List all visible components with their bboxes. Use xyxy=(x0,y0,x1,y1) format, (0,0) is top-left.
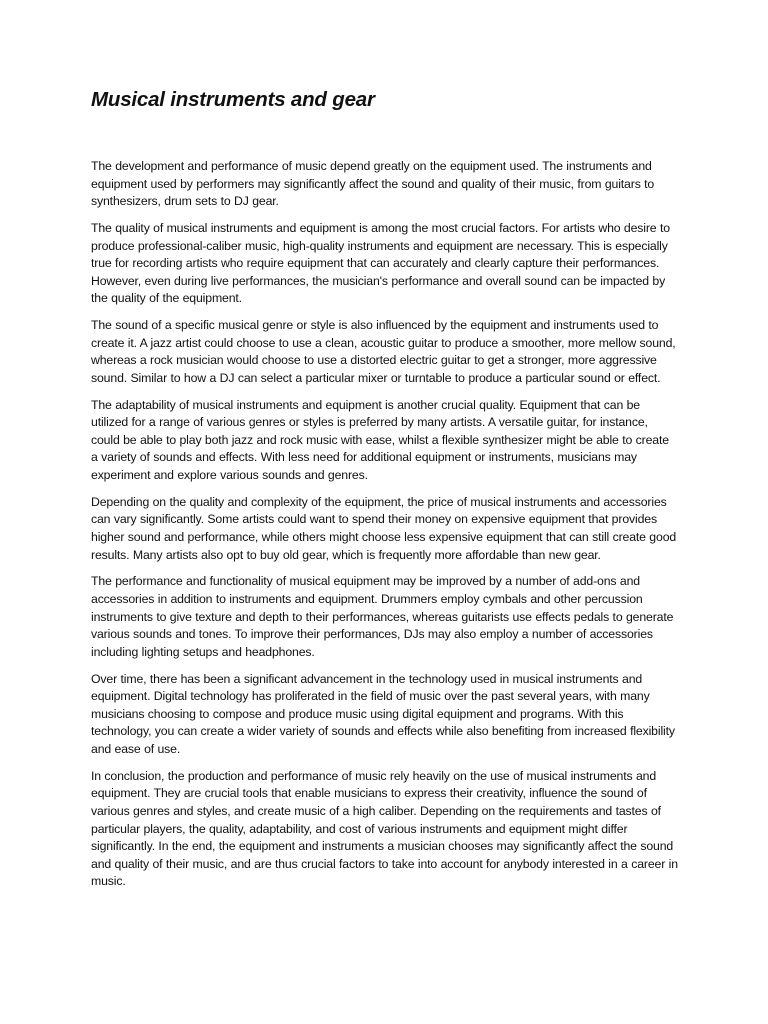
paragraph-intro: The development and performance of music depend greatly on the equipment used. The instruments and equipment used by performers may significantly affect the sound and quality of their music, from guitars to synthesizers, drum sets to DJ gear. xyxy=(91,159,655,209)
document-page xyxy=(91,86,679,900)
paragraph-conclusion: In conclusion, the production and performance of music rely heavily on the use of musical instruments and equipment. They are crucial tools that enable musicians to express their creativity, influence the sound of various genres and styles, and create music of a high caliber. Depending on the requirements and tastes of particular players, the quality, adaptability, and cost of various instruments and equipment might differ significantly. In the end, the equipment and instruments a musician chooses may significantly affect the sound and quality of their music, and are thus crucial factors to take into account for anybody interested in a career in music. xyxy=(91,768,678,889)
paragraph-price: Depending on the quality and complexity of the equipment, the price of musical instruments and accessories can vary significantly. Some artists could want to spend their money on expensive equipment that provides higher sound and performance, while others might choose less expensive equipment that can still create good results. Many artists also opt to buy old gear, which is frequently more affordable than new gear. xyxy=(91,494,677,562)
paragraph-genre-sound: The sound of a specific musical genre or style is also influenced by the equipment and instruments used to create it. A jazz artist could choose to use a clean, acoustic guitar to produce a smoother, more mellow sound, whereas a rock musician would choose to use a distorted electric guitar to get a stronger, more aggressive sound. Similar to how a DJ can select a particular mixer or turntable to produce a particular sound or effect. xyxy=(91,318,676,385)
paragraph-adaptability: The adaptability of musical instruments and equipment is another crucial quality. Equipment that can be utilized for a range of various genres or styles is preferred by many artists. A versatile guitar, for instance, could be able to play both jazz and rock music with ease, whilst a flexible synthesizer might be able to create a variety of sounds and effects. With less need for additional equipment or instruments, musicians may experiment and explore various sounds and genres. xyxy=(91,397,669,483)
paragraph-accessories: The performance and functionality of musical equipment may be improved by a number of add-ons and accessories in addition to instruments and equipment. Drummers employ cymbals and other percussion instruments to give texture and depth to their performances, whereas guitarists use effects pedals to generate various sounds and tones. To improve their performances, DJs may also employ a number of accessories including lighting setups and headphones. xyxy=(91,574,674,659)
paragraph-technology: Over time, there has been a significant advancement in the technology used in musical instruments and equipment. Digital technology has proliferated in the field of music over the past several years, with many musicians choosing to compose and produce music using digital equipment and programs. With this technology, you can create a wider variety of sounds and effects while also benefiting from increased flexibility and ease of use. xyxy=(91,671,675,756)
document-title: Musical instruments and gear xyxy=(91,88,375,111)
paragraph-quality: The quality of musical instruments and equipment is among the most crucial factors. For artists who desire to produce professional-caliber music, high-quality instruments and equipment are necessary. This is especially true for recording artists who require equipment that can accurately and clearly capture their performances. However, even during live performances, the musician's performance and overall sound can be impacted by the quality of the equipment. xyxy=(91,220,670,306)
